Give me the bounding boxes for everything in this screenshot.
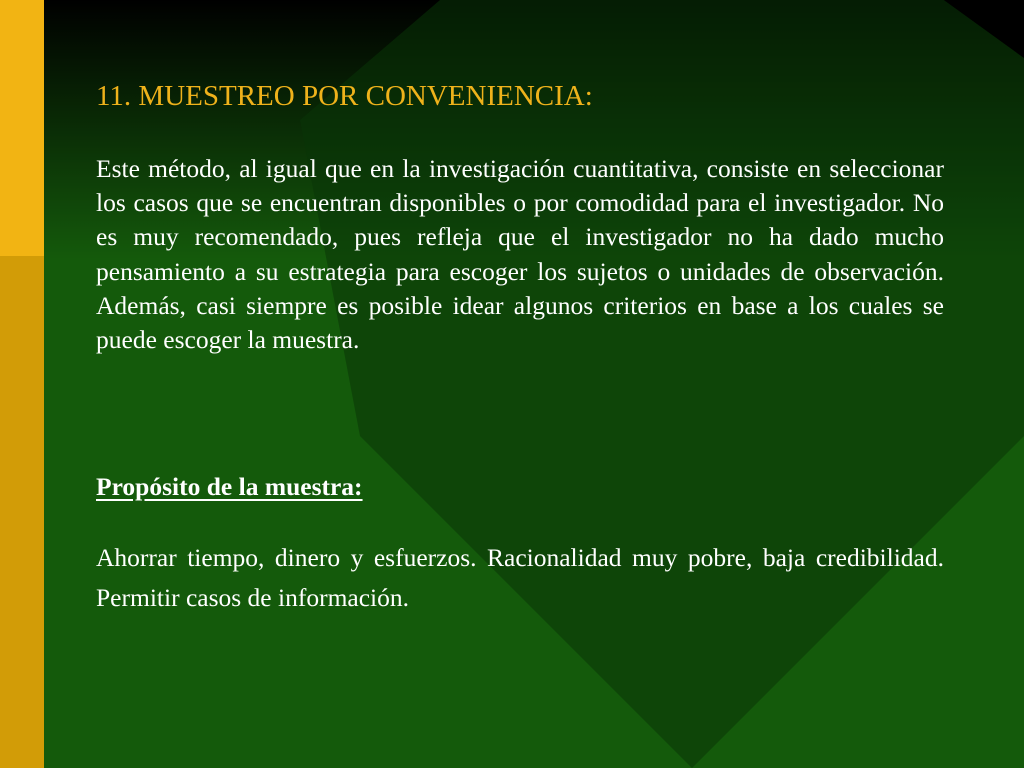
- purpose-heading: Propósito de la muestra:: [96, 472, 363, 501]
- left-accent-bar-bottom: [0, 256, 44, 768]
- slide-title: 11. MUESTREO POR CONVENIENCIA:: [96, 80, 593, 112]
- purpose-paragraph: Ahorrar tiempo, dinero y esfuerzos. Racionalidad muy pobre, baja credibilidad. Permitir casos de información.: [96, 543, 944, 612]
- body-paragraph: Este método, al igual que en la investigación cuantitativa, consiste en seleccionar los casos que se encuentran disponibles o por comodidad para el investigador. No es muy recomendado, pues refleja que el investigador no ha dado mucho pensamiento a su estrategia para escoger los sujetos o unidades de observación. Además, casi siempre es posible idear algunos criterios en base a los cuales se puede escoger la muestra.: [96, 154, 944, 355]
- left-accent-bar-top: [0, 0, 44, 256]
